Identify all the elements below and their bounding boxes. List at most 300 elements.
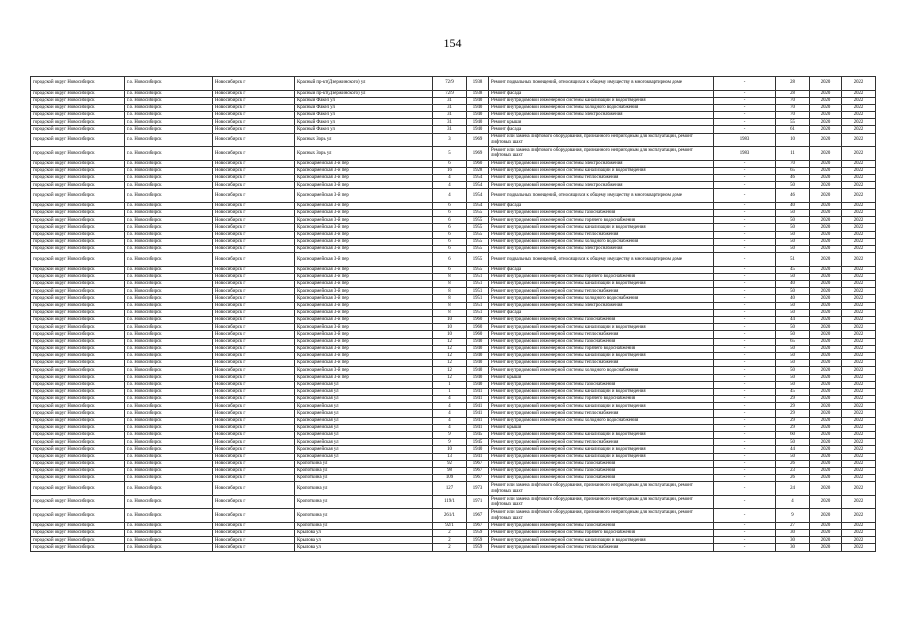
cell-build-year: 1940 <box>467 345 489 352</box>
cell-start-year: 2020 <box>810 530 842 537</box>
cell-district: г.о. Новосибирск <box>125 544 213 551</box>
cell-start-year: 2020 <box>810 338 842 345</box>
cell-settlement: Новосибирск г <box>213 182 295 189</box>
cell-street: Красноармейская 3-й пер <box>295 175 433 182</box>
cell-start-year: 2020 <box>810 396 842 403</box>
cell-settlement: Новосибирск г <box>213 160 295 167</box>
cell-end-year: 2022 <box>842 374 876 381</box>
cell-municipality: городской округ Новосибирск <box>31 202 125 209</box>
cell-municipality: городской округ Новосибирск <box>31 309 125 316</box>
table-row <box>31 396 876 403</box>
table-row <box>31 281 876 288</box>
cell-district: г.о. Новосибирск <box>125 246 213 253</box>
cell-house-number: 10 <box>433 446 467 453</box>
cell-house-number: 9 <box>433 439 467 446</box>
cell-municipality: городской округ Новосибирск <box>31 224 125 231</box>
cell-start-year: 2020 <box>810 453 842 460</box>
table-row <box>31 288 876 295</box>
cell-build-year: 1945 <box>467 439 489 446</box>
cell-district: г.о. Новосибирск <box>125 324 213 331</box>
cell-build-year: 1960 <box>467 317 489 324</box>
cell-street: Крылова ул <box>295 544 433 551</box>
cell-lift-count: 9 <box>776 509 810 523</box>
cell-lift-count: 50 <box>776 331 810 338</box>
cell-street: Красноармейская 3-й пер <box>295 324 433 331</box>
cell-start-year: 2020 <box>810 360 842 367</box>
cell-municipality: городской округ Новосибирск <box>31 238 125 245</box>
cell-settlement: Новосибирск г <box>213 424 295 431</box>
cell-start-year: 2020 <box>810 467 842 474</box>
cell-lift-count: 45 <box>776 388 810 395</box>
cell-start-year: 2020 <box>810 202 842 209</box>
cell-start-year: 2020 <box>810 522 842 529</box>
cell-house-number: 8 <box>433 302 467 309</box>
cell-end-year: 2022 <box>842 231 876 238</box>
cell-lift-count: 26 <box>776 475 810 482</box>
cell-lift-count: 50 <box>776 381 810 388</box>
cell-lift-year: - <box>714 160 776 167</box>
cell-house-number: 6 <box>433 246 467 253</box>
cell-street: Красноармейская 3-й пер <box>295 217 433 224</box>
cell-start-year: 2020 <box>810 544 842 551</box>
cell-settlement: Новосибирск г <box>213 126 295 133</box>
cell-work-type: Ремонт подвальных помещений, относящихся к общему имуществу в многоквартирном доме <box>489 77 714 91</box>
cell-settlement: Новосибирск г <box>213 388 295 395</box>
cell-lift-year: - <box>714 309 776 316</box>
cell-district: г.о. Новосибирск <box>125 410 213 417</box>
cell-lift-year: - <box>714 167 776 174</box>
cell-street: Красных Зорь ул <box>295 133 433 147</box>
cell-lift-year: - <box>714 439 776 446</box>
cell-settlement: Новосибирск г <box>213 266 295 273</box>
cell-build-year: 1959 <box>467 537 489 544</box>
table-row <box>31 439 876 446</box>
cell-end-year: 2022 <box>842 273 876 280</box>
cell-house-number: 5 <box>433 147 467 161</box>
cell-house-number: 2 <box>433 530 467 537</box>
cell-street: Красноармейская 3-й пер <box>295 352 433 359</box>
cell-lift-year: - <box>714 381 776 388</box>
cell-settlement: Новосибирск г <box>213 302 295 309</box>
cell-settlement: Новосибирск г <box>213 231 295 238</box>
table-row <box>31 182 876 189</box>
table-row <box>31 273 876 280</box>
cell-work-type: Ремонт внутридомовой инженерной системы газоснабжения <box>489 317 714 324</box>
cell-settlement: Новосибирск г <box>213 175 295 182</box>
cell-work-type: Ремонт внутридомовой инженерной системы теплоснабжения <box>489 544 714 551</box>
cell-municipality: городской округ Новосибирск <box>31 475 125 482</box>
cell-start-year: 2020 <box>810 509 842 523</box>
cell-lift-count: 23 <box>776 467 810 474</box>
cell-work-type: Ремонт внутридомовой инженерной системы газоснабжения <box>489 467 714 474</box>
cell-end-year: 2022 <box>842 417 876 424</box>
cell-work-type: Ремонт фасада <box>489 266 714 273</box>
cell-end-year: 2022 <box>842 126 876 133</box>
cell-work-type: Ремонт внутридомовой инженерной системы горячего водоснабжения <box>489 345 714 352</box>
cell-municipality: городской округ Новосибирск <box>31 104 125 111</box>
cell-lift-count: 44 <box>776 317 810 324</box>
cell-start-year: 2020 <box>810 345 842 352</box>
cell-lift-year: - <box>714 281 776 288</box>
cell-build-year: 1938 <box>467 77 489 91</box>
cell-start-year: 2020 <box>810 403 842 410</box>
cell-street: Крылова ул <box>295 537 433 544</box>
cell-municipality: городской округ Новосибирск <box>31 324 125 331</box>
cell-street: Красноармейская ул <box>295 410 433 417</box>
cell-house-number: 98 <box>433 467 467 474</box>
cell-house-number: 6 <box>433 253 467 267</box>
cell-street: Кропоткина ул <box>295 482 433 496</box>
cell-district: г.о. Новосибирск <box>125 266 213 273</box>
table-row <box>31 324 876 331</box>
cell-start-year: 2020 <box>810 97 842 104</box>
cell-lift-count: 40 <box>776 281 810 288</box>
table-row <box>31 246 876 253</box>
cell-settlement: Новосибирск г <box>213 352 295 359</box>
cell-work-type: Ремонт крыши <box>489 119 714 126</box>
cell-start-year: 2020 <box>810 281 842 288</box>
cell-end-year: 2022 <box>842 210 876 217</box>
cell-start-year: 2020 <box>810 133 842 147</box>
cell-lift-count: 28 <box>776 90 810 97</box>
cell-municipality: городской округ Новосибирск <box>31 495 125 509</box>
cell-house-number: 4 <box>433 424 467 431</box>
table-row <box>31 309 876 316</box>
table-row <box>31 160 876 167</box>
cell-work-type: Ремонт подвальных помещений, относящихся к общему имуществу в многоквартирном доме <box>489 253 714 267</box>
cell-municipality: городской округ Новосибирск <box>31 424 125 431</box>
cell-build-year: 1941 <box>467 396 489 403</box>
cell-lift-year: 1983 <box>714 133 776 147</box>
cell-municipality: городской округ Новосибирск <box>31 467 125 474</box>
cell-lift-count: 50 <box>776 360 810 367</box>
cell-build-year: 1955 <box>467 217 489 224</box>
cell-municipality: городской округ Новосибирск <box>31 281 125 288</box>
cell-work-type: Ремонт фасада <box>489 202 714 209</box>
cell-street: Красноармейская 3-й пер <box>295 288 433 295</box>
cell-start-year: 2020 <box>810 352 842 359</box>
cell-build-year: 1940 <box>467 126 489 133</box>
cell-house-number: 2 <box>433 537 467 544</box>
cell-district: г.о. Новосибирск <box>125 317 213 324</box>
cell-municipality: городской округ Новосибирск <box>31 253 125 267</box>
cell-lift-year: - <box>714 396 776 403</box>
cell-work-type: Ремонт внутридомовой инженерной системы газоснабжения <box>489 381 714 388</box>
cell-end-year: 2022 <box>842 331 876 338</box>
cell-street: Красноармейская 3-й пер <box>295 266 433 273</box>
cell-municipality: городской округ Новосибирск <box>31 246 125 253</box>
cell-lift-year: - <box>714 352 776 359</box>
table-row <box>31 104 876 111</box>
cell-start-year: 2020 <box>810 495 842 509</box>
cell-start-year: 2020 <box>810 475 842 482</box>
cell-start-year: 2020 <box>810 388 842 395</box>
cell-end-year: 2022 <box>842 352 876 359</box>
cell-municipality: городской округ Новосибирск <box>31 352 125 359</box>
cell-end-year: 2022 <box>842 167 876 174</box>
cell-lift-year: - <box>714 410 776 417</box>
cell-settlement: Новосибирск г <box>213 202 295 209</box>
table-row <box>31 338 876 345</box>
cell-start-year: 2020 <box>810 460 842 467</box>
cell-build-year: 1951 <box>467 273 489 280</box>
cell-build-year: 1941 <box>467 453 489 460</box>
cell-start-year: 2020 <box>810 410 842 417</box>
cell-settlement: Новосибирск г <box>213 460 295 467</box>
cell-build-year: 1969 <box>467 147 489 161</box>
cell-end-year: 2022 <box>842 388 876 395</box>
table-row <box>31 133 876 147</box>
cell-district: г.о. Новосибирск <box>125 352 213 359</box>
cell-lift-count: 60 <box>776 432 810 439</box>
cell-municipality: городской округ Новосибирск <box>31 119 125 126</box>
cell-end-year: 2022 <box>842 112 876 119</box>
cell-lift-year: - <box>714 453 776 460</box>
cell-work-type: Ремонт внутридомовой инженерной системы канализации и водоотведения <box>489 537 714 544</box>
cell-lift-year: - <box>714 97 776 104</box>
cell-end-year: 2022 <box>842 495 876 509</box>
cell-work-type: Ремонт внутридомовой инженерной системы горячего водоснабжения <box>489 273 714 280</box>
cell-lift-count: 70 <box>776 112 810 119</box>
cell-lift-year: - <box>714 403 776 410</box>
cell-settlement: Новосибирск г <box>213 544 295 551</box>
cell-lift-count: 50 <box>776 238 810 245</box>
table-row <box>31 424 876 431</box>
cell-end-year: 2022 <box>842 104 876 111</box>
cell-district: г.о. Новосибирск <box>125 224 213 231</box>
cell-work-type: Ремонт внутридомовой инженерной системы теплоснабжения <box>489 175 714 182</box>
cell-street: Кропоткина ул <box>295 460 433 467</box>
table-row <box>31 530 876 537</box>
cell-work-type: Ремонт внутридомовой инженерной системы электроснабжения <box>489 246 714 253</box>
cell-municipality: городской округ Новосибирск <box>31 182 125 189</box>
cell-build-year: 1955 <box>467 253 489 267</box>
cell-build-year: 1967 <box>467 522 489 529</box>
cell-street: Красноармейская 3-й пер <box>295 374 433 381</box>
cell-lift-year: - <box>714 388 776 395</box>
cell-start-year: 2020 <box>810 537 842 544</box>
cell-house-number: 31 <box>433 112 467 119</box>
cell-lift-year: - <box>714 509 776 523</box>
cell-municipality: городской округ Новосибирск <box>31 295 125 302</box>
cell-house-number: 8 <box>433 288 467 295</box>
cell-municipality: городской округ Новосибирск <box>31 273 125 280</box>
cell-lift-year: - <box>714 338 776 345</box>
cell-end-year: 2022 <box>842 410 876 417</box>
cell-start-year: 2020 <box>810 112 842 119</box>
cell-house-number: 1 <box>433 388 467 395</box>
cell-start-year: 2020 <box>810 424 842 431</box>
cell-build-year: 1967 <box>467 460 489 467</box>
cell-district: г.о. Новосибирск <box>125 147 213 161</box>
cell-start-year: 2020 <box>810 381 842 388</box>
cell-street: Красноармейская 3-й пер <box>295 309 433 316</box>
cell-work-type: Ремонт внутридомовой инженерной системы холодного водоснабжения <box>489 238 714 245</box>
cell-house-number: 92/1 <box>433 522 467 529</box>
cell-municipality: городской округ Новосибирск <box>31 77 125 91</box>
cell-end-year: 2022 <box>842 288 876 295</box>
table-row <box>31 238 876 245</box>
cell-build-year: 1951 <box>467 288 489 295</box>
cell-build-year: 1954 <box>467 182 489 189</box>
cell-settlement: Новосибирск г <box>213 331 295 338</box>
cell-lift-count: 50 <box>776 324 810 331</box>
cell-build-year: 1928 <box>467 167 489 174</box>
cell-start-year: 2020 <box>810 266 842 273</box>
cell-lift-count: 30 <box>776 544 810 551</box>
cell-lift-year: - <box>714 253 776 267</box>
page-number: 154 <box>443 36 462 50</box>
cell-municipality: городской округ Новосибирск <box>31 432 125 439</box>
cell-municipality: городской округ Новосибирск <box>31 338 125 345</box>
cell-build-year: 1941 <box>467 388 489 395</box>
cell-end-year: 2022 <box>842 381 876 388</box>
cell-street: Красноармейская 3-й пер <box>295 338 433 345</box>
cell-work-type: Ремонт внутридомовой инженерной системы электроснабжения <box>489 182 714 189</box>
cell-lift-count: 29 <box>776 403 810 410</box>
cell-work-type: Ремонт внутридомовой инженерной системы электроснабжения <box>489 160 714 167</box>
cell-lift-count: 30 <box>776 530 810 537</box>
cell-lift-year: - <box>714 360 776 367</box>
cell-build-year: 1967 <box>467 475 489 482</box>
cell-municipality: городской округ Новосибирск <box>31 367 125 374</box>
table-row <box>31 381 876 388</box>
table-row <box>31 522 876 529</box>
cell-street: Красноармейская ул <box>295 417 433 424</box>
cell-build-year: 1955 <box>467 246 489 253</box>
cell-end-year: 2022 <box>842 403 876 410</box>
cell-street: Красноармейская 3-й пер <box>295 231 433 238</box>
cell-lift-count: 10 <box>776 133 810 147</box>
cell-work-type: Ремонт внутридомовой инженерной системы канализации и водоотведения <box>489 453 714 460</box>
cell-end-year: 2022 <box>842 537 876 544</box>
cell-municipality: городской округ Новосибирск <box>31 544 125 551</box>
cell-end-year: 2022 <box>842 97 876 104</box>
cell-start-year: 2020 <box>810 417 842 424</box>
cell-lift-year: - <box>714 77 776 91</box>
cell-build-year: 1955 <box>467 238 489 245</box>
cell-house-number: 6 <box>433 231 467 238</box>
cell-street: Красноармейская 3-й пер <box>295 367 433 374</box>
cell-district: г.о. Новосибирск <box>125 119 213 126</box>
cell-street: Красноармейская ул <box>295 403 433 410</box>
cell-street: Красный пр-кт(Дзержинского) ул <box>295 90 433 97</box>
cell-lift-year: - <box>714 302 776 309</box>
cell-lift-year: - <box>714 475 776 482</box>
cell-lift-count: 27 <box>776 522 810 529</box>
cell-build-year: 1954 <box>467 175 489 182</box>
cell-build-year: 1960 <box>467 331 489 338</box>
cell-build-year: 1955 <box>467 210 489 217</box>
table-row <box>31 352 876 359</box>
cell-settlement: Новосибирск г <box>213 189 295 203</box>
cell-lift-year: - <box>714 182 776 189</box>
cell-lift-count: 50 <box>776 345 810 352</box>
cell-street: Красный Факел ул <box>295 126 433 133</box>
cell-municipality: городской округ Новосибирск <box>31 90 125 97</box>
cell-lift-count: 50 <box>776 367 810 374</box>
cell-house-number: 6 <box>433 210 467 217</box>
cell-start-year: 2020 <box>810 446 842 453</box>
table-row <box>31 367 876 374</box>
cell-street: Красный пр-кт(Дзержинского) ул <box>295 77 433 91</box>
cell-work-type: Ремонт внутридомовой инженерной системы канализации и водоотведения <box>489 352 714 359</box>
cell-start-year: 2020 <box>810 324 842 331</box>
cell-lift-year: - <box>714 331 776 338</box>
cell-municipality: городской округ Новосибирск <box>31 396 125 403</box>
cell-municipality: городской округ Новосибирск <box>31 530 125 537</box>
table-row <box>31 417 876 424</box>
cell-settlement: Новосибирск г <box>213 396 295 403</box>
cell-settlement: Новосибирск г <box>213 324 295 331</box>
cell-build-year: 1940 <box>467 374 489 381</box>
cell-settlement: Новосибирск г <box>213 509 295 523</box>
cell-district: г.о. Новосибирск <box>125 182 213 189</box>
cell-lift-year: - <box>714 544 776 551</box>
cell-street: Красноармейская 3-й пер <box>295 182 433 189</box>
cell-work-type: Ремонт или замена лифтового оборудования, признанного непригодным для эксплуатации, ремонт лифтовых шахт <box>489 482 714 496</box>
cell-start-year: 2020 <box>810 317 842 324</box>
cell-build-year: 1941 <box>467 424 489 431</box>
cell-end-year: 2022 <box>842 160 876 167</box>
cell-work-type: Ремонт внутридомовой инженерной системы теплоснабжения <box>489 331 714 338</box>
cell-settlement: Новосибирск г <box>213 482 295 496</box>
cell-street: Красноармейская 3-й пер <box>295 202 433 209</box>
cell-lift-year: - <box>714 273 776 280</box>
cell-lift-year: - <box>714 446 776 453</box>
cell-street: Кропоткина ул <box>295 495 433 509</box>
cell-start-year: 2020 <box>810 210 842 217</box>
cell-house-number: 8 <box>433 281 467 288</box>
cell-lift-year: - <box>714 530 776 537</box>
cell-municipality: городской округ Новосибирск <box>31 189 125 203</box>
cell-end-year: 2022 <box>842 475 876 482</box>
table-row <box>31 544 876 551</box>
cell-settlement: Новосибирск г <box>213 495 295 509</box>
cell-district: г.о. Новосибирск <box>125 104 213 111</box>
table-row <box>31 331 876 338</box>
cell-municipality: городской округ Новосибирск <box>31 167 125 174</box>
cell-district: г.о. Новосибирск <box>125 396 213 403</box>
cell-start-year: 2020 <box>810 295 842 302</box>
cell-work-type: Ремонт внутридомовой инженерной системы холодного водоснабжения <box>489 417 714 424</box>
cell-district: г.о. Новосибирск <box>125 202 213 209</box>
cell-build-year: 1951 <box>467 309 489 316</box>
cell-build-year: 1940 <box>467 338 489 345</box>
table-row <box>31 453 876 460</box>
cell-district: г.о. Новосибирск <box>125 424 213 431</box>
cell-house-number: 12 <box>433 360 467 367</box>
cell-start-year: 2020 <box>810 175 842 182</box>
cell-work-type: Ремонт внутридомовой инженерной системы газоснабжения <box>489 475 714 482</box>
table-row <box>31 295 876 302</box>
cell-house-number: 92 <box>433 460 467 467</box>
cell-lift-count: 50 <box>776 374 810 381</box>
cell-build-year: 1973 <box>467 482 489 496</box>
cell-settlement: Новосибирск г <box>213 217 295 224</box>
cell-end-year: 2022 <box>842 317 876 324</box>
cell-district: г.о. Новосибирск <box>125 90 213 97</box>
cell-build-year: 1960 <box>467 324 489 331</box>
cell-street: Красноармейская ул <box>295 432 433 439</box>
cell-build-year: 1940 <box>467 367 489 374</box>
cell-lift-count: 29 <box>776 417 810 424</box>
cell-work-type: Ремонт фасада <box>489 309 714 316</box>
cell-settlement: Новосибирск г <box>213 281 295 288</box>
cell-work-type: Ремонт или замена лифтового оборудования, признанного непригодным для эксплуатации, ремонт лифтовых шахт <box>489 495 714 509</box>
cell-municipality: городской округ Новосибирск <box>31 133 125 147</box>
cell-lift-count: 26 <box>776 460 810 467</box>
